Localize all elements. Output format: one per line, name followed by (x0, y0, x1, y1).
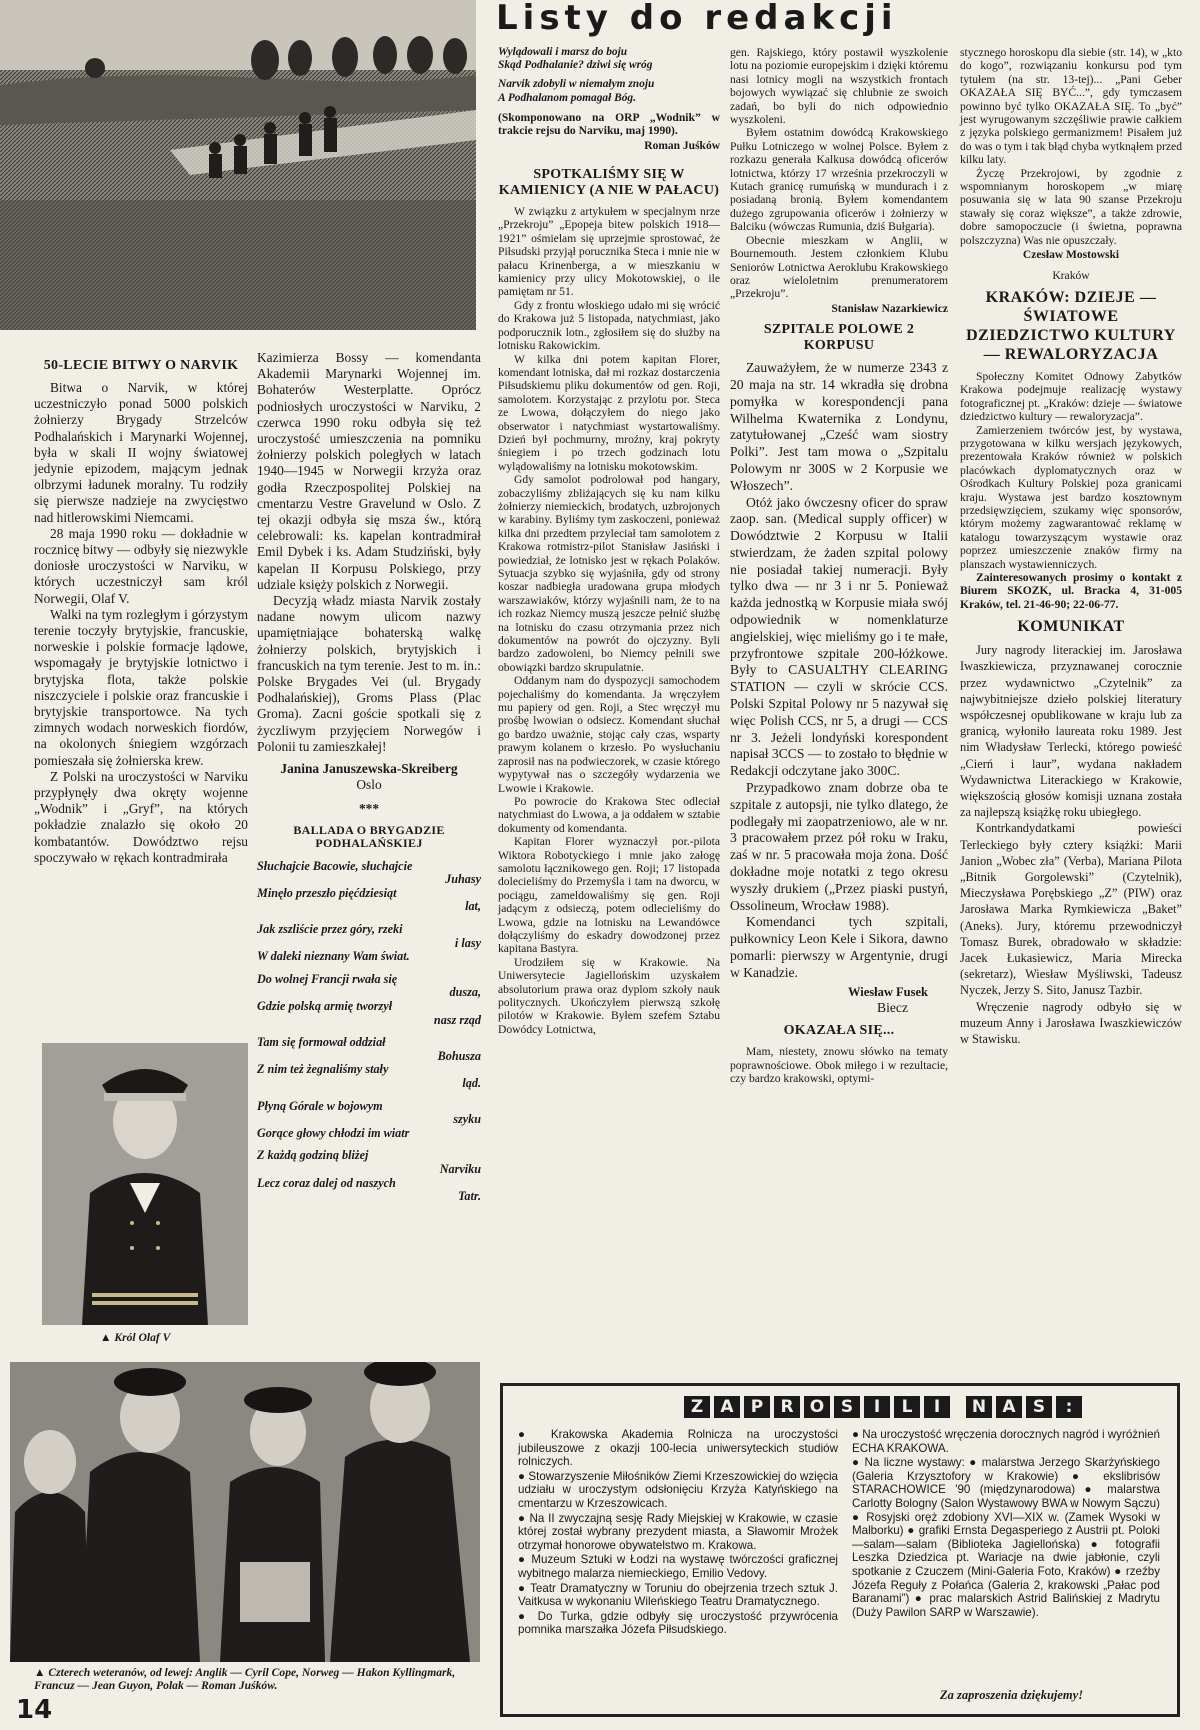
krakow-paragraph: Zamierzeniem twórców jest, by wystawa, przygotowana w kilku wersjach językowych, prezentowała Kraków również w polskich placówkach dyplomatycznych oraz w Ośrodkach Kultury Polskiej poza granicami kraju. Wystawa jest bardzo kosztownym przedsięwzięciem, szukamy więc sponsorów, którym możemy zagwarantować reklamę w katalogu towarzyszącym wystawie oraz poprzez umieszczenie znaków firmy na planszach wystawienniczych. (960, 423, 1182, 571)
ballada-note: (Skomponowano na ORP „Wodnik” w trakcie rejsu do Narviku, maj 1990). (498, 110, 720, 138)
zaprosili-title (684, 1396, 1082, 1418)
narvik-paragraph: Bitwa o Narvik, w której uczestniczyło ponad 5000 polskich żołnierzy Brygady Strzelców Podhalańskich i Marynarki Wojennej, była w skali II wojny światowej jedynie epizodem, mającym jednak olbrzymi ładunek moralny. Tu rodziły się pierwsze nadzieje na zwycięstwo nad hitlerowskimi Niemcami. (34, 380, 248, 525)
zaprosili-title-letter: I (864, 1396, 890, 1418)
kamienica-paragraph: Gdy z frontu włoskiego udało mi się wrócić do Krakowa już 5 listopada, natychmiast, jako podporucznik lotn., zgłosiłem się do służby na lotnisku Rakowickim. (498, 298, 720, 353)
zaprosili-title-letter: : (1056, 1396, 1082, 1418)
kamienica-signature: Stanisław Nazarkiewicz (831, 302, 948, 315)
narvik-paragraph: Decyzją władz miasta Narvik zostały nadane nowym ulicom nazwy upamiętniające bohaterską walkę żołnierzy polskich, brytyjskich i francuskich na tym terenie. Jest to m. in.: Polske Brygades Vei (ul. Brygady Podhalańskiej), Groms Plass (Plac Groma). Zacni goście spotkali się z życzliwym przyjęciem Norwegów i Polonii tu zamieszkałej! (257, 593, 481, 754)
szpitale-place: Biecz (877, 1000, 908, 1016)
ballada-line: Skąd Podhalanie? dziwi się wróg (498, 59, 653, 72)
ballada-signature: Roman Juśków (644, 139, 720, 152)
photo-king-caption: ▲ Król Olaf V (100, 1331, 171, 1344)
veterans-group (10, 1362, 480, 1662)
krakow-paragraph: Społeczny Komitet Odnowy Zabytków Krakowa podejmuje realizację wystawy fotograficznej pt. „Kraków: dzieje — światowe dziedzictwo kultury — rewaloryzacja”. (960, 369, 1182, 424)
szpitale-signature: Wiesław Fusek (848, 984, 928, 999)
zaprosili-title-letter: N (966, 1396, 992, 1418)
narvik-place: Oslo (356, 777, 382, 793)
kamienica-paragraph: Obecnie mieszkam w Anglii, w Bournemouth. Jestem członkiem Klubu Seniorów Lotnictwa Aeroklubu Krakowskiego oraz wieloletnim prenumeratorem „Przekroju”. (730, 233, 948, 301)
krakow-heading: KRAKÓW: DZIEJE — ŚWIATOWE DZIEDZICTWO KULTURY — REWALORYZACJA (966, 288, 1176, 363)
ballada-line: Minęło przeszło pięćdziesiąt (257, 885, 397, 900)
narvik-paragraph: Z Polski na uroczystości w Narviku przypłynęły dwa okręty wojenne „Wodnik” i „Gryf”, na których pokładzie znalazło się około 20 kombatantów. Dowództwo rejsu spoczywało w rękach kontradmirała (34, 768, 248, 865)
ballada-stars: *** (358, 801, 380, 817)
kamienica-paragraph: W związku z artykułem w specjalnym nrze „Przekroju” „Epopeja bitew polskich 1918—1921” ośmielam się uprzejmie sprostować, że Piłsudski przyjął porucznika Steca i mnie nie w pałacu Krinenberga, a w mieszkaniu w kamienicy przy ulicy Mokotowskiej, o ile pamiętam nr 51. (498, 205, 720, 299)
zaprosili-title-letter: R (774, 1396, 800, 1418)
okazala-paragraph: stycznego horoskopu dla siebie (str. 14), w „kto do kogo”, rozwiązaniu konkursu pod tym tytułem (na str. 13-tej)... „Pani Geber OKAZAŁA SIĘ BYĆ...”, gdy tymczasem powinno być tylko OKAZAŁA SIĘ. To „być” jest wyrugowanym szczęśliwie prawie całkiem z języka polskiego germanizmem! Pisałem już do was o tym i tak błąd chyba wytknąłem przed kilku laty. (960, 46, 1182, 167)
szpitale-paragraph: Zauważyłem, że w numerze 2343 z 20 maja na str. 14 wkradła się drobna pomyłka w korespondencji pana Wilhelma Kwaternika z Londynu, zatytułowanej „Cześć wam siostry Polki”. Jest tam mowa o „Szpitalu Polowym nr 300S w 2 Korpusie we Włoszech”. (730, 360, 948, 493)
komunikat-paragraph: Kontrkandydatkami powieści Terleckiego były cztery książki: Marii Janion „Wobec zła” (Verba), Mariana Pilota „Bitnik Gorgolewski” (Czytelnik), Mieczysława Porębskiego „Z” (PIW) oraz Jarosława Marka Rymkiewicza „Baket” (Aneks). Jury, któremu przewodniczył Tomasz Burek, obradowało w składzie: Jacek Łukasiewicz, Maria Mirecka (sekretarz), Wiesław Myśliwski, Tadeusz Nyczek, Jerzy S. Sito, Janusz Tazbir. (960, 821, 1182, 998)
ballada-line: Z każdą godziną bliżej (257, 1148, 369, 1163)
ballada-line-tail: i lasy (454, 935, 481, 950)
narvik-paragraph: Kazimierza Bossy — komendanta Akademii Marynarki Wojennej im. Bohaterów Westerplatte. Oprócz podniosłych uroczystości w Narviku, 2 czerwca 1990 roku odbyła się też uroczystość umieszczenia na pomniku żołnierzy polskich poległych w latach 1940—1945 w Norwegii krzyża oraz godła Rzeczpospolitej Polskiej na cmentarzu Vestre Gravelund w Oslo. Z tej okazji odbyła się msza św., którą celebrowali: ks. kapelan kontradmirał Emil Dybek i ks. Adam Studziński, były kapelan II Korpusu Polskiego, przy udziale księży polskich z Norwegii. (257, 350, 481, 592)
krakow-paragraph: Zainteresowanych prosimy o kontakt z Biurem SKOZK, ul. Bracka 4, 31-005 Kraków, tel. 21-46-90; 22-06-77. (960, 571, 1182, 611)
kamienica-paragraph: Kapitan Florer wyznaczył por.-pilota Wiktora Robotyckiego i mnie jako załogę samolotu łącznikowego gen. Roji; 17 listopada dolecieliśmy do Przemyśla i tam na dworcu, w pociągu, zameldowaliśmy się gen. Roji jadącym z odsieczą, potem odlecieliśmy do Lwowa, gdzie na lotnisku na Lewandówce dołączyliśmy do eskadry dowodzonej przez kapitana Bastyra. (498, 835, 720, 956)
komunikat-paragraph: Jury nagrody literackiej im. Jarosława Iwaszkiewicza, przyznawanej corocznie przez wydawnictwo „Czytelnik” za najwybitniejsze dzieło polskiej literatury współczesnej opublikowane w kraju lub za granicą, wyłoniło laureata roku 1989. Jest nim Władysław Terlecki, którego powieść „Cierń i laur”, wydana nakładem Wydawnictwa Literackiego w Krakowie, większością głosów komisji uznana została za najlepszą książkę roku ubiegłego. (960, 643, 1182, 820)
zaprosili-title-letter: A (996, 1396, 1022, 1418)
zaprosili-item: ● Na uroczystość wręczenia dorocznych nagród i wyróżnień ECHA KRAKOWA. (852, 1428, 1160, 1455)
okazala-heading: OKAZAŁA SIĘ... (783, 1023, 895, 1039)
ballada-line-tail: Tatr. (458, 1189, 481, 1204)
okazala-paragraph: Życzę Przekrojowi, by zgodnie z wspomnianym horoskopem „w miarę posuwania się w lata 90 szanse Przekroju stawały się coraz większe”, a także zdrowie, dobre samopoczucie (i świetna, poprawna polszczyzna) Was nie opuszczały. (960, 166, 1182, 247)
king-portrait (42, 1043, 248, 1325)
zaprosili-item: ● Do Turka, gdzie odbyły się uroczystość przywrócenia pomnika marszałka Józefa Piłsudskiego. (518, 1609, 838, 1637)
photo-veterans-caption: ▲ Czterech weteranów, od lewej: Anglik — Cyril Cope, Norweg — Hakon Kyllingmark, Francuz — Jean Guyon, Polak — Roman Juśków. (34, 1666, 456, 1692)
ballada-line-tail: nasz rząd (433, 1012, 481, 1027)
page-number: 14 (16, 1695, 53, 1725)
szpitale-paragraph: Przypadkowo znam dobrze oba te szpitale z autopsji, nie tylko dlatego, że podlegały mi zaopatrzeniowo, ale w nr. 3 pracowałem przez pół roku w Iraku, zaś w nr. 5 pracowała moja żona. Dość dokładne moje notatki z tego okresu wyszły drukiem („Przez piaski pustyń, Ossolineum, Wrocław 1988). (730, 780, 948, 913)
ballada-line: Wylądowali i marsz do boju (498, 46, 628, 58)
zaprosili-right (852, 1428, 1160, 1620)
ballada-line: Tam się formował oddział (257, 1035, 386, 1050)
ballada-line-tail: ląd. (462, 1076, 481, 1090)
ballada-poem (257, 860, 481, 1213)
landscape-drawing (0, 0, 476, 330)
komunikat-heading: KOMUNIKAT (1017, 618, 1125, 636)
szpitale-paragraph: Otóż jako ówczesny oficer do spraw zaop. san. (Medical supply officer) w Dowództwie 2 Korpusu w Italii stwierdzam, że żaden szpital polowy nie posiadał takiej numeracji. Były tylko dwa — nr 3 i nr 5. Ponieważ każda jednostką w Korpusie miała swój odpowiednik w nomenklaturze angielskiej, więc mieliśmy go i te małe, przyfrontowe szpitale 200-łóżkowe. Były to CASUALTHY CLEARING STATION — czyli w skrócie CCS. Polski Szpital Polowy nr 5 nazywał się więc Polish CCS, nr 5, a drugi — CCS nr 3. Jeżeli londyński korespondent napisał 3CCS — to zostało to błędnie w Redakcji odczytane jako 300C. (730, 494, 948, 779)
kamienica-paragraph: Po powrocie do Krakowa Stec odleciał natychmiast do Lwowa, a ja oddałem w sztabie dokumenty od komendanta. (498, 794, 720, 835)
column-4 (730, 46, 948, 1085)
kamienica-paragraph: W kilka dni potem kapitan Florer, komendant lotniska, dał mi rozkaz dostarczenia Piłsudskiemu pliku dokumentów od gen. Roji, samolotem. Korzystając z przylotu por. Steca ze Lwowa, dołączyłem do niego jako obserwator i natychmiast wystartowaliśmy. Dzień był pochmurny, mroźny, kraj pokryty śniegiem i po trzech godzinach lotu wylądowaliśmy na lotnisku mokotowskim. (498, 352, 720, 473)
ballada-line: Narvik zdobyli w niemałym znoju (498, 78, 655, 91)
ballada-line-tail: szyku (453, 1112, 481, 1127)
okazala-signature: Czesław Mostowski (1022, 249, 1120, 262)
ballada-line: W daleki nieznany Wam świat. (257, 949, 410, 964)
kamienica-paragraph: Byłem ostatnim dowódcą Krakowskiego Pułku Lotniczego w wolnej Polsce. Byłem z rozkazu generała Kalkusa dowódcą oficerów lotnictwa, którzy 17 września przekroczyli w Kutach granicę rumuńską w mundurach i z posiadaną bronią. Byłem komendantem dużego zgrupowania oficerów i żołnierzy w Balciku (wówczas Rumunia, dziś Bułgaria). (730, 126, 948, 234)
ballada-line: Gdzie polską armię tworzył (257, 999, 393, 1014)
ballada-line-tail: Juhasy (445, 872, 481, 887)
kamienica-heading: SPOTKALIŚMY SIĘ W KAMIENICY (A NIE W PAŁACU) (498, 167, 720, 199)
narvik-column-2 (257, 350, 481, 1213)
column-5 (960, 46, 1182, 1047)
ballada-line-tail: Narviku (439, 1161, 481, 1176)
szpitale-heading: SZPITALE POLOWE 2 KORPUSU (763, 322, 915, 354)
zaprosili-left (518, 1428, 838, 1638)
kamienica-paragraph: Oddanym nam do dyspozycji samochodem pojechaliśmy do komendanta. Ja wręczyłem mu papiery od gen. Roji, a Stec wręczył mu prośbę lwowian o odsiecz. Komendant słuchał go bardzo uważnie, stojąc cały czas, wsparty prawym kolanem o krzesło. Po wysłuchaniu zaprosił nas na podwieczorek, w czasie którego wypytywał nas o szczegóły wydarzenia we Lwowie i Krakowie. (498, 674, 720, 795)
ballada-line-tail: Bohusza (437, 1048, 481, 1063)
ballada-line: Lecz coraz dalej od naszych (257, 1175, 396, 1190)
zaprosili-item: ● Muzeum Sztuki w Łodzi na wystawę twórczości graficznej wybitnego malarza niemieckiego, Emilio Vedovy. (518, 1553, 838, 1580)
zaprosili-item: ● Krakowska Akademia Rolnicza na uroczystości jubileuszowe z okazji 100-lecia uniwersyteckich studiów rolniczych. (518, 1428, 838, 1469)
komunikat-paragraph: Wręczenie nagrody odbyło się w muzeum Anny i Jarosława Iwaszkiewiczów w Stawisku. (960, 999, 1182, 1047)
zaprosili-title-letter: O (804, 1396, 830, 1418)
column-3 (498, 46, 720, 1036)
engraving-illustration (0, 0, 476, 330)
zaprosili-item: ● Na liczne wystawy: ● malarstwa Jerzego Skarżyńskiego (Galeria Krzysztofory w Krakowie) ● ekslibrisów STARACHOWICE '90 (międzynarodowa) ● malarstwa Carlotty Bologny (Salon Wystawowy BWA w Nowym Sączu) ● Rosyjski oręż zdobiony XVI—XIX w. (Zamek Wysoki w Malborku) ● grafiki Ernsta Degasperiego z Austrii pt. Poloki—salam—salam (Biblioteka Jagiellońska) ● fotografii Leszka Dziedzica pt. Wariacje na dwie jabłonie, czyli spotkanie z Czuczem (Mini-Galeria Foto, Kraków) ● rzeźby Józefa Reguły z Połańca (Galeria 2, krakowski „Pałac pod Baranami”) ● prac malarskich Astrid Balińskiej z Madrytu (Duży Pawilon SARP w Warszawie). (852, 1456, 1160, 1619)
narvik-signature: Janina Januszewska-Skreiberg (280, 761, 458, 777)
narvik-paragraph: Walki na tym rozległym i górzystym terenie toczyły brytyjskie, francuskie, norweskie i polskie formacje lądowe, wspomagały je brytyjskie lotnictwo i brytyjska flota, także polskie niszczyciele i polskie oraz francuskie i brytyjskie transportowce. Na tych zimnych wodach norweskich fiordów, na okolonych śniegiem wzgórzach pomieszała się żołnierska krew. (34, 606, 248, 768)
zaprosili-title-letter: S (834, 1396, 860, 1418)
ballada-line: Słuchajcie Bacowie, słuchajcie (257, 858, 413, 873)
zaprosili-title-letter: I (924, 1396, 950, 1418)
ballada-line: A Podhalanom pomagał Bóg. (498, 91, 636, 104)
ballada-heading: BALLADA O BRYGADZIE PODHALAŃSKIEJ (293, 822, 445, 850)
narvik-heading: 50-LECIE BITWY O NARVIK (43, 358, 239, 373)
page-title: Listy do redakcji (496, 0, 898, 38)
zaprosili-title-letter: L (894, 1396, 920, 1418)
szpitale-paragraph: Komendanci tych szpitali, pułkownicy Leon Kele i Sikora, dawno pomarli: pierwszy w Argentynie, drugi w Kanadzie. (730, 914, 948, 980)
ballada-line: Do wolnej Francji rwała się (257, 971, 398, 986)
ballada-line-tail: dusza, (449, 985, 481, 1000)
okazala-place: Kraków (1052, 268, 1090, 282)
kamienica-paragraph: gen. Rajskiego, który postawił wyszkolenie lotu na poziomie europejskim i dzięki któremu nasi lotnicy mogli na wszystkich frontach bojowych wywiązać się chlubnie ze swoich zadań, bo byli do nich odpowiednio wyszkoleni. (730, 46, 948, 127)
zaprosili-title-letter: A (714, 1396, 740, 1418)
okazala-paragraph: Mam, niestety, znowu słówko na tematy poprawnościowe. Obok miłego i w rezultacie, czy bardzo krakowski, optymi- (730, 1045, 948, 1086)
ballada-line-tail: lat, (465, 899, 481, 914)
kamienica-paragraph: Urodziłem się w Krakowie. Na Uniwersytecie Jagiellońskim uzyskałem absolutorium prawa oraz dyplom szkoły nauk politycznych. Ukończyłem pierwszą szkołę pilotów w Krakowie. Byłem szefem Sztabu Dowódcy Lotnictwa, (498, 955, 720, 1036)
ballada-continuation (498, 46, 720, 105)
photo-king-olaf (42, 1043, 248, 1325)
zaprosili-item: ● Na II zwyczajną sesję Rady Miejskiej w Krakowie, w czasie której został wybrany prezydent miasta, a Sławomir Mrożek otrzymał honorowe obywatelstwo m. Krakowa. (518, 1511, 838, 1552)
ballada-line: Jak zszliście przez góry, rzeki (257, 922, 403, 937)
zaprosili-item: ● Teatr Dramatyczny w Toruniu do obejrzenia trzech sztuk J. Vaitkusa w wykonaniu Wileńskiego Teatru Dramatycznego. (518, 1581, 838, 1609)
zaprosili-thanks: Za zaproszenia dziękujemy! (940, 1688, 1084, 1702)
ballada-line: Z nim też żegnaliśmy stały (257, 1062, 389, 1077)
zaprosili-title-letter: P (744, 1396, 770, 1418)
ballada-line: Płyną Górale w bojowym (257, 1098, 383, 1113)
zaprosili-title-letter: S (1026, 1396, 1052, 1418)
ballada-line: Gorące głowy chłodzi im wiatr (257, 1125, 410, 1140)
narvik-column-1 (34, 352, 248, 866)
zaprosili-item: ● Stowarzyszenie Miłośników Ziemi Krzeszowickiej do wzięcia udziału w uroczystym odsłonięciu Krzyża Katyńskiego na cmentarzu w Krzeszowicach. (518, 1469, 838, 1510)
kamienica-paragraph: Gdy samolot podrolował pod hangary, zobaczyliśmy zbliżających się ku nam kilku żołnierzy niemieckich, brodatych, uzbrojonych w karabiny. Byliśmy tym zaskoczeni, ponieważ kilka dni przedtem przyleciał tam samolotem z Krakowa rotmistrz-pilot Stanisław Jasiński i powiedział, że lotnisko jest w rękach Polaków. Sytuacja szybko się wyjaśniła, gdy od strony koszar nadbiegła uradowana grupa młodych warszawiaków, którzy wyjaśnili nam, że to na ich rozkaz Niemcy muszą jeszcze pełnić służbę na lotnisku do czasu otrzymania przez nich dokumentów na powrót do ojczyzny. Byli bardzo zadowoleni, bo Niemcy pełnili swe obowiązki bardzo skrupulatnie. (498, 473, 720, 674)
zaprosili-title-letter: Z (684, 1396, 710, 1418)
photo-veterans (10, 1362, 480, 1662)
narvik-paragraph: 28 maja 1990 roku — dokładnie w rocznicę bitwy — odbyły się niezwykle doniosłe uroczystości w Narviku, w których uczestniczył sam król Norwegii, Olaf V. (34, 525, 248, 606)
